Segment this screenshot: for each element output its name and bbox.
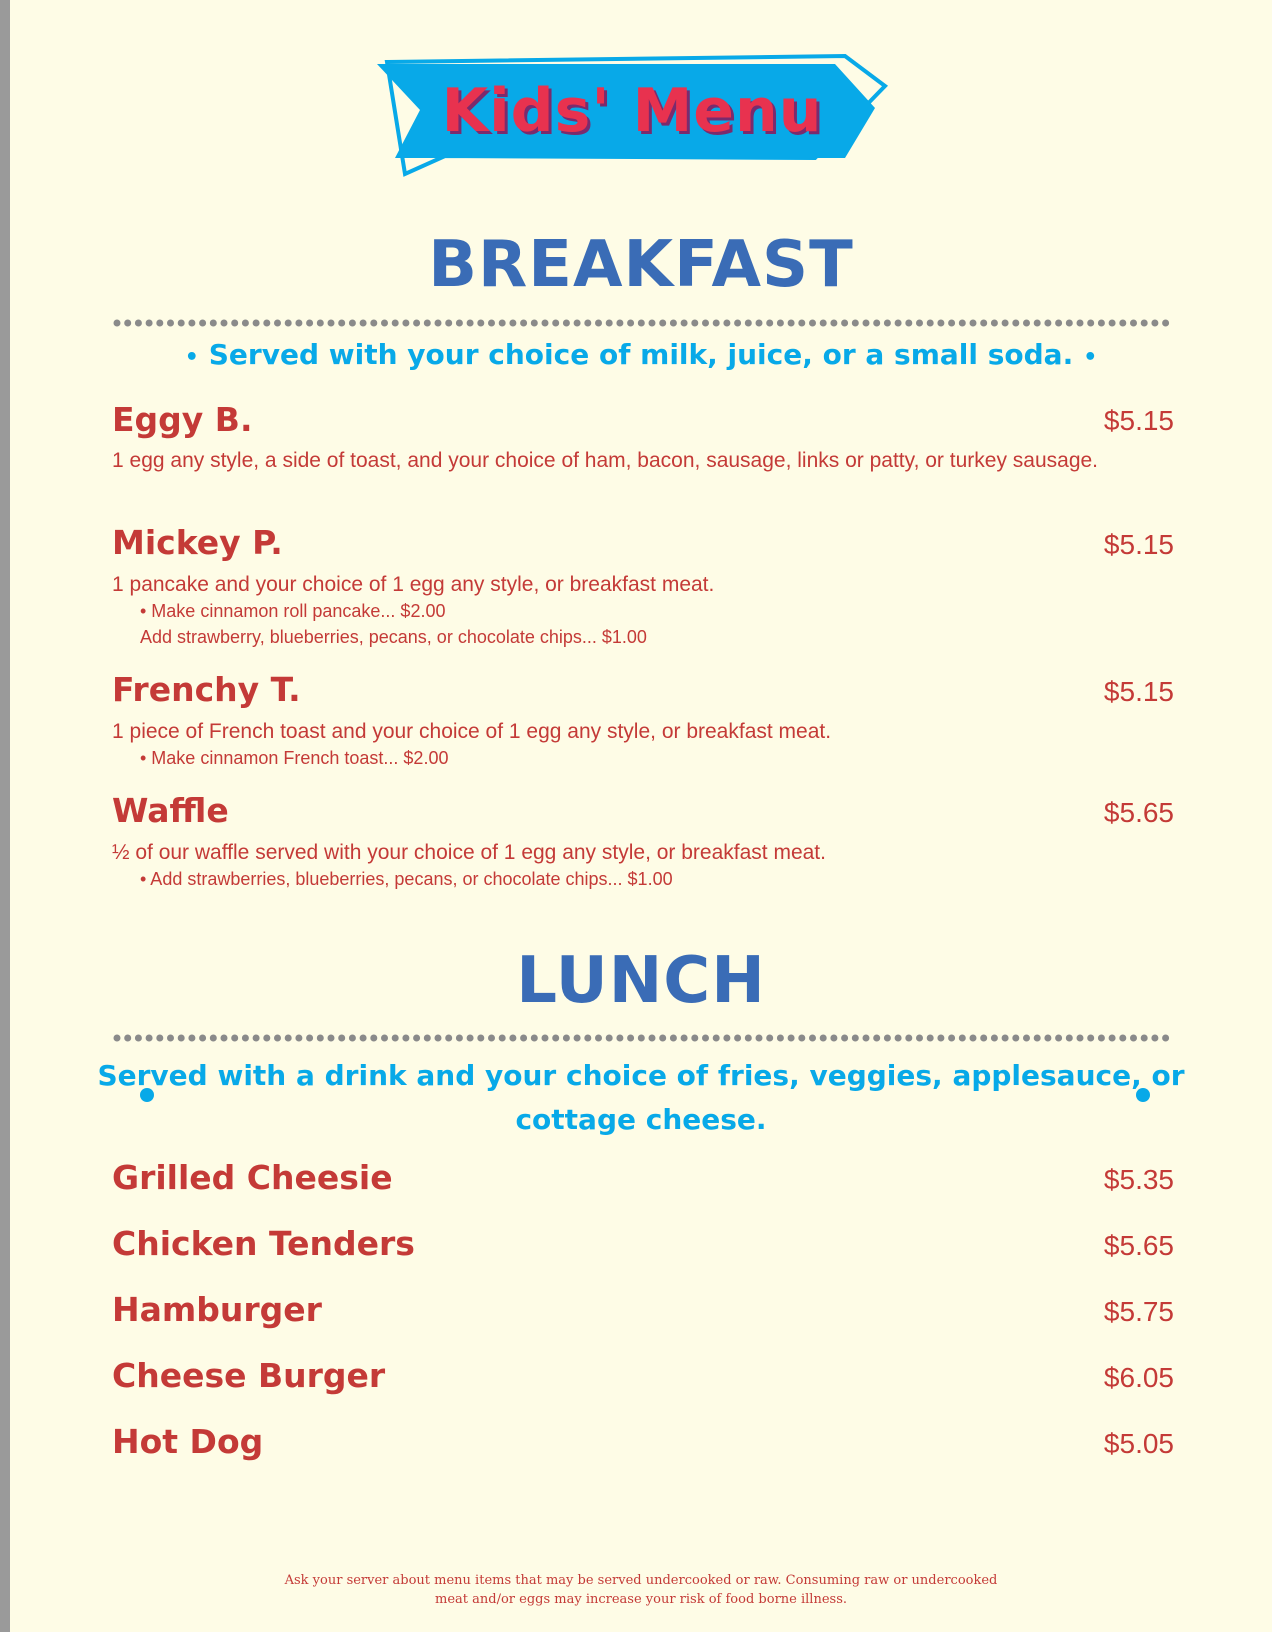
menu-item-price: $5.75: [1103, 1296, 1174, 1327]
lunch-tagline: [10, 1054, 1272, 1142]
menu-item-price: $5.35: [1103, 1164, 1174, 1195]
menu-item-name: Chicken Tenders: [112, 1224, 415, 1263]
menu-item-name: Eggy B.: [112, 400, 253, 439]
lunch-heading: LUNCH: [516, 944, 766, 1018]
menu-item-price: $5.65: [1103, 1230, 1174, 1261]
breakfast-tagline: [10, 338, 1272, 371]
menu-item-price: $5.15: [1103, 676, 1174, 707]
breakfast-tagline-text: Served with your choice of milk, juice, or a small soda.: [208, 338, 1074, 371]
menu-item-option: Add strawberry, blueberries, pecans, or chocolate chips... $1.00: [140, 627, 647, 647]
menu-item-description: 1 egg any style, a side of toast, and your choice of ham, bacon, sausage, links or patty, or turkey sausage.: [112, 449, 1099, 472]
disclaimer-line2: meat and/or eggs may increase your risk of food borne illness.: [435, 1592, 847, 1607]
menu-item-name: Hot Dog: [112, 1422, 264, 1461]
menu-item-price: $5.65: [1103, 797, 1174, 828]
menu-item-name: Waffle: [112, 791, 229, 830]
disclaimer-line1: Ask your server about menu items that may be served undercooked or raw. Consuming raw or undercooked: [284, 1573, 998, 1588]
menu-item-description: 1 piece of French toast and your choice of 1 egg any style, or breakfast meat.: [112, 720, 832, 743]
menu-item-price: $6.05: [1103, 1362, 1174, 1393]
menu-item-description: ½ of our waffle served with your choice of 1 egg any style, or breakfast meat.: [112, 841, 826, 864]
menu-title: Kids' Menu: [441, 76, 823, 146]
menu-item-option: • Make cinnamon French toast... $2.00: [140, 748, 449, 768]
bullet-left: •: [184, 345, 199, 370]
breakfast-dotted-divider: [113, 319, 1173, 327]
breakfast-heading: BREAKFAST: [428, 228, 854, 302]
lunch-dotted-divider: [113, 1034, 1173, 1042]
lunch-tagline-line2: cottage cheese.: [515, 1103, 767, 1136]
menu-item-name: Cheese Burger: [112, 1356, 386, 1395]
menu-item-option: • Make cinnamon roll pancake... $2.00: [140, 601, 446, 621]
lunch-tagline-line1: Served with a drink and your choice of fries, veggies, applesauce, or: [97, 1059, 1185, 1092]
menu-item-price: $5.15: [1103, 405, 1174, 436]
menu-item-name: Grilled Cheesie: [112, 1158, 393, 1197]
menu-item-name: Hamburger: [112, 1290, 322, 1329]
bullet-right: •: [1083, 345, 1098, 370]
menu-item-price: $5.05: [1103, 1428, 1174, 1459]
menu-item-price: $5.15: [1103, 529, 1174, 560]
food-safety-disclaimer: [10, 1571, 1272, 1609]
menu-item-option: • Add strawberries, blueberries, pecans, or chocolate chips... $1.00: [140, 869, 673, 889]
menu-item-name: Frenchy T.: [112, 670, 301, 709]
menu-item-description: 1 pancake and your choice of 1 egg any style, or breakfast meat.: [112, 573, 715, 596]
menu-page: [10, 0, 1272, 1632]
menu-item-name: Mickey P.: [112, 523, 283, 562]
